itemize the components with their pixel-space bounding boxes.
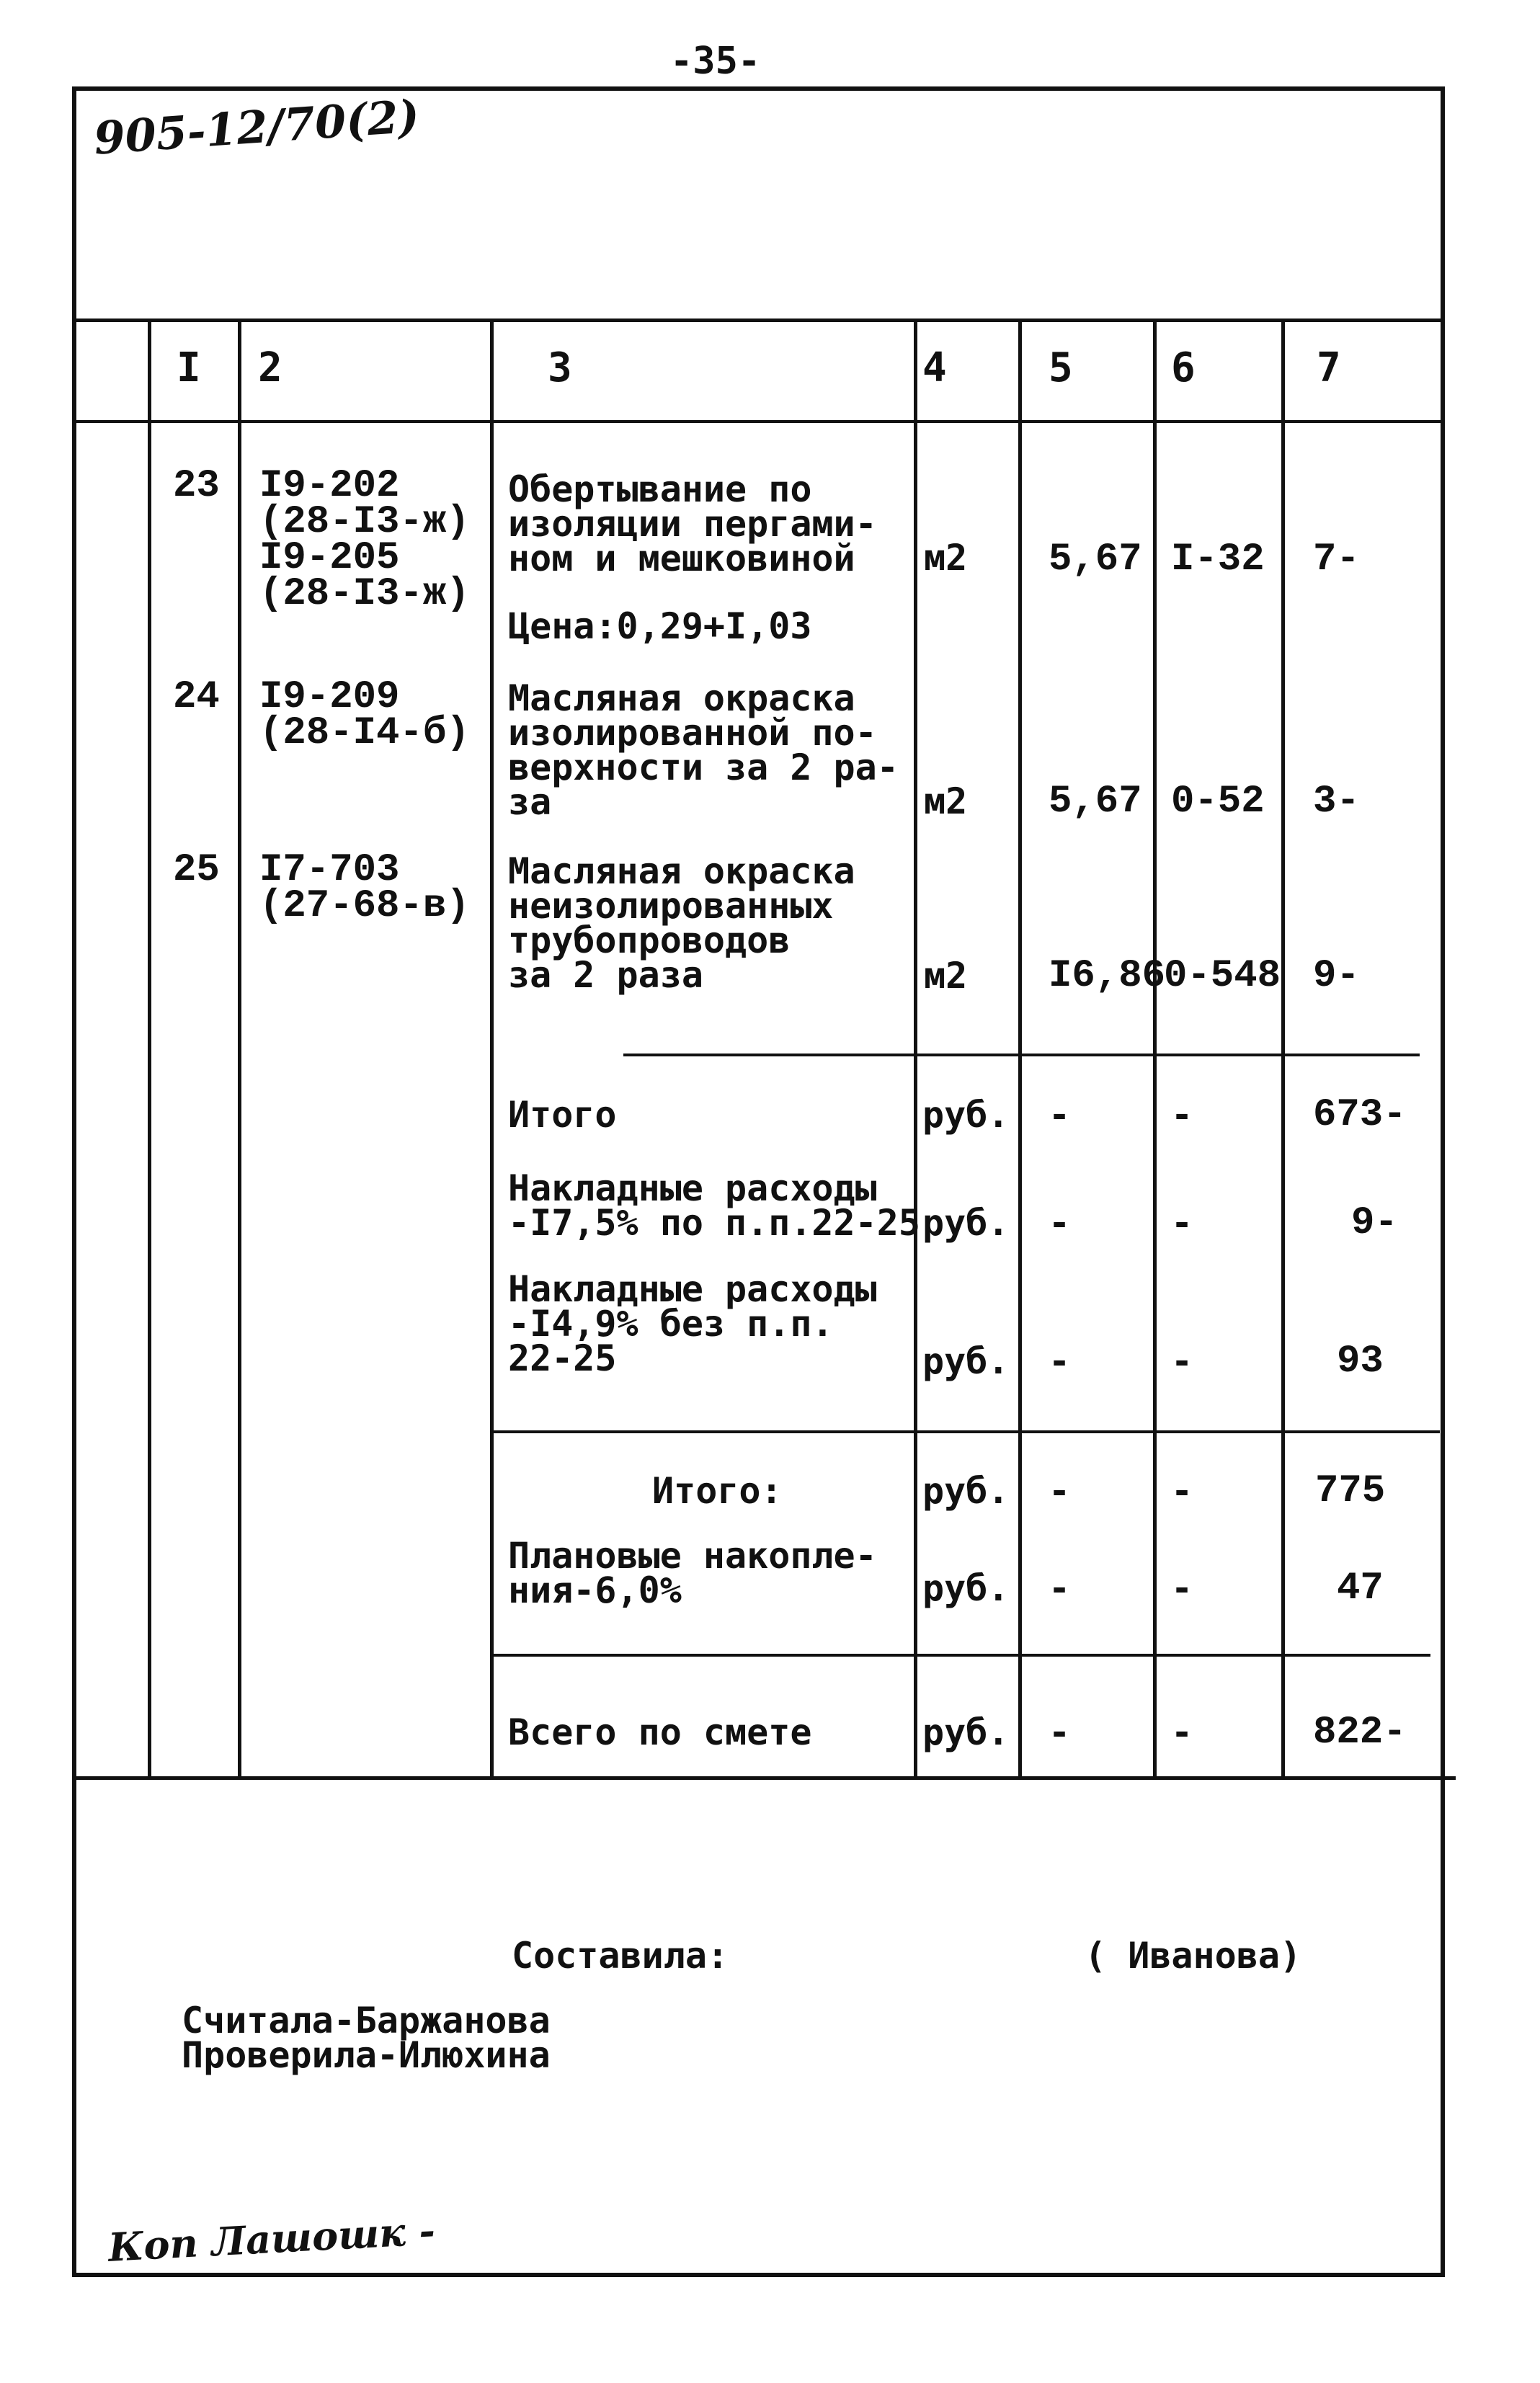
summary-subtotal-unit: руб.: [922, 1094, 1010, 1136]
header-col-2: 2: [258, 344, 282, 391]
overhead-1-unit: руб.: [922, 1202, 1010, 1244]
overhead-2-c6: -: [1171, 1340, 1193, 1382]
row-23-code: I9-202 (28-I3-ж) I9-205 (28-I3-ж): [259, 464, 470, 616]
header-col-5: 5: [1049, 344, 1073, 391]
subtotal-line-1: [490, 1430, 1440, 1433]
planned-savings-c5: -: [1049, 1567, 1071, 1609]
col-divider-7: [1281, 321, 1285, 1780]
row-24-total: 3-: [1313, 780, 1360, 824]
header-col-3: 3: [548, 344, 572, 391]
grand-total-c5: -: [1049, 1711, 1071, 1753]
header-col-4: 4: [922, 344, 947, 391]
overhead-2-c5: -: [1049, 1340, 1071, 1382]
row-25-code: I7-703 (27-68-в): [259, 848, 470, 928]
planned-savings-unit: руб.: [922, 1567, 1010, 1609]
summary-subtotal-c6: -: [1171, 1094, 1193, 1136]
row-23-unit: м2: [924, 537, 968, 579]
grand-total-c6: -: [1171, 1711, 1193, 1753]
footer-mark: Коп Лашошк -: [107, 2207, 437, 2271]
row-25-unit: м2: [924, 955, 968, 997]
total-unit: руб.: [922, 1470, 1010, 1512]
overhead-2-label: Накладные расходы -I4,9% без п.п. 22-25: [508, 1268, 877, 1379]
header-col-1: I: [177, 344, 201, 391]
total-value: 775: [1315, 1469, 1386, 1513]
page-number: -35-: [670, 40, 761, 83]
row-24-code: I9-209 (28-I4-б): [259, 675, 470, 755]
archive-mark: 905-12/70(2): [92, 89, 422, 165]
overhead-1-c6: -: [1171, 1202, 1193, 1244]
row-25-qty: I6,86: [1049, 954, 1166, 998]
row-23-price-note: Цена:0,29+I,03: [508, 605, 812, 647]
row-23-total: 7-: [1313, 538, 1360, 582]
overhead-2-unit: руб.: [922, 1340, 1010, 1382]
col-divider-3: [490, 321, 494, 1780]
overhead-1-label: Накладные расходы -I7,5% по п.п.22-25: [508, 1167, 920, 1244]
summary-subtotal-c5: -: [1049, 1094, 1071, 1136]
col-divider-2: [238, 321, 241, 1780]
header-col-7: 7: [1317, 344, 1341, 391]
planned-savings-total: 47: [1337, 1567, 1384, 1611]
total-c6: -: [1171, 1470, 1193, 1512]
checked-by: Проверила-Илюхина: [182, 2034, 551, 2076]
compiled-by-name: ( Иванова): [1085, 1935, 1302, 1977]
row-24-name: Масляная окраска изолированной по- верхности за 2 ра- за: [508, 677, 899, 823]
row-25-name: Масляная окраска неизолированных трубопроводов за 2 раза: [508, 850, 855, 996]
counted-by: Считала-Баржанова: [182, 2000, 551, 2041]
items-bottom-line: [623, 1054, 1420, 1056]
row-25-price: 0-548: [1164, 954, 1281, 998]
compiled-by-label: Составила:: [512, 1935, 729, 1977]
subtotal-line-2: [490, 1654, 1430, 1657]
row-25-total: 9-: [1313, 954, 1360, 998]
planned-savings-c6: -: [1171, 1567, 1193, 1609]
table-top-line: [72, 319, 1445, 322]
col-divider-1: [148, 321, 151, 1780]
total-c5: -: [1049, 1470, 1071, 1512]
col-divider-5: [1018, 321, 1022, 1780]
row-25-number: 25: [173, 848, 220, 892]
overhead-1-total: 9-: [1351, 1201, 1398, 1245]
planned-savings-label: Плановые накопле- ния-6,0%: [508, 1535, 877, 1611]
table-bottom-line: [72, 1776, 1456, 1780]
summary-subtotal-label: Итого: [508, 1094, 617, 1136]
grand-total-unit: руб.: [922, 1711, 1010, 1753]
col-divider-4: [914, 321, 917, 1780]
row-23-name: Обертывание по изоляции пергами- ном и мешковиной: [508, 468, 877, 579]
grand-total-label: Всего по смете: [508, 1711, 812, 1753]
row-24-price: 0-52: [1171, 780, 1265, 824]
row-24-unit: м2: [924, 780, 968, 822]
summary-subtotal-total: 673-: [1313, 1093, 1407, 1137]
row-24-qty: 5,67: [1049, 780, 1142, 824]
grand-total-value: 822-: [1313, 1711, 1407, 1755]
row-23-price: I-32: [1171, 538, 1265, 582]
row-23-qty: 5,67: [1049, 538, 1142, 582]
overhead-2-total: 93: [1337, 1340, 1384, 1384]
total-label: Итого:: [652, 1470, 783, 1512]
overhead-1-c5: -: [1049, 1202, 1071, 1244]
header-col-6: 6: [1171, 344, 1196, 391]
col-divider-6: [1153, 321, 1157, 1780]
row-24-number: 24: [173, 675, 220, 719]
header-bottom-line: [72, 420, 1445, 423]
row-23-number: 23: [173, 464, 220, 508]
